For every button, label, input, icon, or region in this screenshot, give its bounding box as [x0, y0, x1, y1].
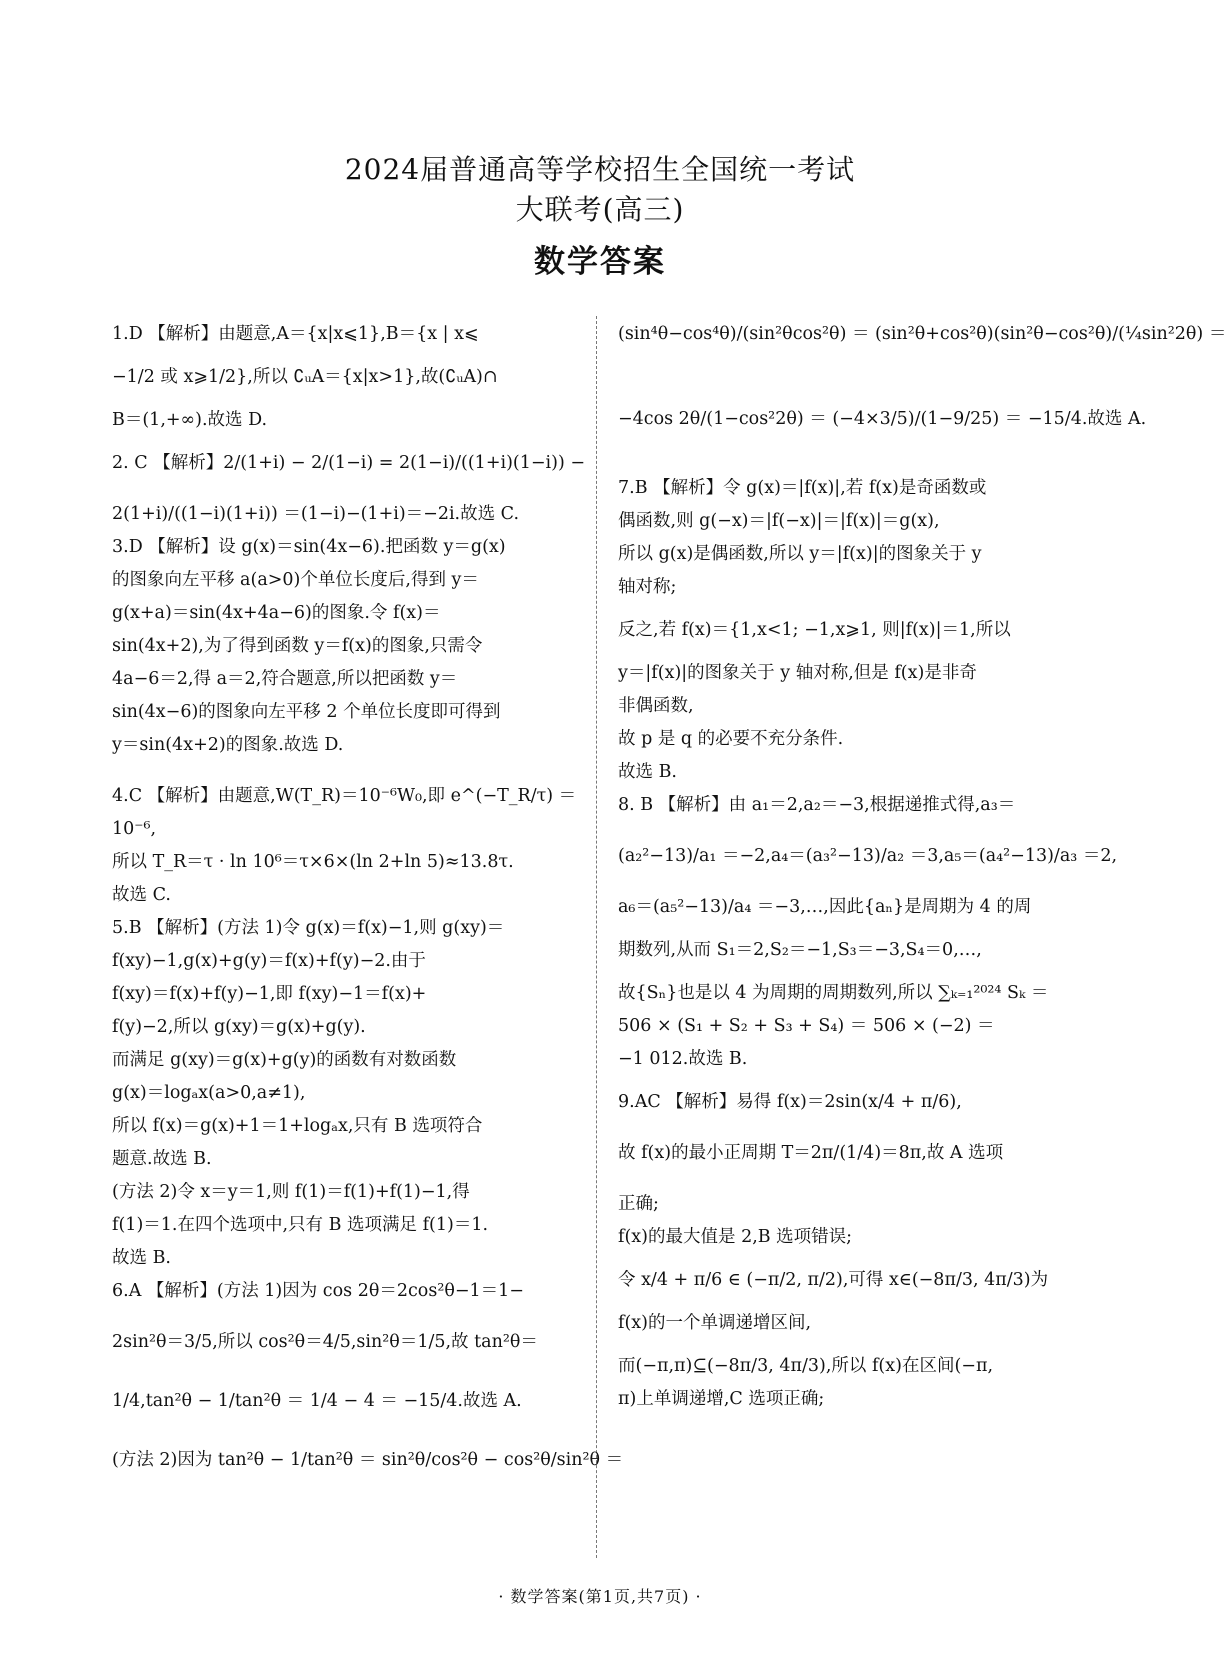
q6-line: 2sin²θ＝3/5,所以 cos²θ＝4/5,sin²θ＝1/5,故 tan²θ＝: [112, 1332, 538, 1352]
q8-line: −1 012.故选 B.: [618, 1049, 748, 1069]
q6-line: (方法 2)因为 tan²θ − 1/tan²θ ＝ sin²θ/cos²θ − cos²θ/sin²θ ＝: [112, 1450, 624, 1470]
q3-line: sin(4x+2),为了得到函数 y＝f(x)的图象,只需令: [112, 636, 483, 656]
q5-line: 题意.故选 B.: [112, 1149, 212, 1169]
q5-line: g(x)＝logₐx(a>0,a≠1),: [112, 1083, 306, 1103]
q3-line: g(x+a)＝sin(4x+4a−6)的图象.令 f(x)＝: [112, 603, 441, 623]
q2-line: 2(1+i)/((1−i)(1+i)) ＝(1−i)−(1+i)＝−2i.故选 C.: [112, 504, 520, 524]
q4-line: 故选 C.: [112, 885, 171, 905]
subject-title: 数学答案: [534, 244, 666, 280]
q9-line: 正确;: [618, 1194, 659, 1214]
q7-line: 所以 g(x)是偶函数,所以 y＝|f(x)|的图象关于 y: [618, 544, 982, 564]
q5-line: f(xy)＝f(x)+f(y)−1,即 f(xy)−1＝f(x)+: [112, 984, 427, 1004]
q9-line: 而(−π,π)⊆(−8π/3, 4π/3),所以 f(x)在区间(−π,: [618, 1356, 994, 1376]
left-column: [112, 318, 624, 1477]
column-divider: [596, 316, 597, 1558]
q9-line: 9.AC 【解析】易得 f(x)＝2sin(x/4 + π/6),: [618, 1092, 962, 1112]
q9-line: f(x)的最大值是 2,B 选项错误;: [618, 1227, 853, 1247]
q4-line: 所以 T_R＝τ · ln 10⁶＝τ×6×(ln 2+ln 5)≈13.8τ.: [112, 852, 514, 872]
page-footer: · 数学答案(第1页,共7页) ·: [498, 1587, 702, 1606]
q5-line: 而满足 g(xy)＝g(x)+g(y)的函数有对数函数: [112, 1050, 457, 1070]
q5-line: f(y)−2,所以 g(xy)＝g(x)+g(y).: [112, 1017, 366, 1037]
q1-line: B＝(1,+∞).故选 D.: [112, 410, 268, 430]
q7-line: 7.B 【解析】令 g(x)＝|f(x)|,若 f(x)是奇函数或: [618, 478, 987, 498]
q3-line: 3.D 【解析】设 g(x)＝sin(4x−6).把函数 y＝g(x): [112, 537, 506, 557]
q9-line: 故 f(x)的最小正周期 T＝2π/(1/4)＝8π,故 A 选项: [618, 1143, 1004, 1163]
q5-line: (方法 2)令 x＝y＝1,则 f(1)＝f(1)+f(1)−1,得: [112, 1182, 470, 1202]
q3-line: y＝sin(4x+2)的图象.故选 D.: [112, 735, 344, 755]
q5-line: 5.B 【解析】(方法 1)令 g(x)＝f(x)−1,则 g(xy)＝: [112, 918, 505, 938]
q5-line: f(1)＝1.在四个选项中,只有 B 选项满足 f(1)＝1.: [112, 1215, 489, 1235]
q1-line: 1.D 【解析】由题意,A＝{x|x⩽1},B＝{x | x⩽: [112, 324, 479, 344]
q7-line: 反之,若 f(x)＝{1,x<1; −1,x⩾1, 则|f(x)|＝1,所以: [618, 620, 1011, 640]
q5-line: f(xy)−1,g(x)+g(y)＝f(x)+f(y)−2.由于: [112, 951, 426, 971]
exam-title: 2024届普通高等学校招生全国统一考试: [344, 153, 856, 186]
q5-line: 故选 B.: [112, 1248, 171, 1268]
q3-line: 4a−6＝2,得 a＝2,符合题意,所以把函数 y＝: [112, 669, 458, 689]
q5-line: 所以 f(x)＝g(x)+1＝1+logₐx,只有 B 选项符合: [112, 1116, 483, 1136]
q1-line: −1/2 或 x⩾1/2},所以 ∁ᵤA＝{x|x>1},故(∁ᵤA)∩: [112, 367, 498, 387]
q8-line: 期数列,从而 S₁＝2,S₂＝−1,S₃＝−3,S₄＝0,…,: [618, 940, 982, 960]
q8-line: 506 × (S₁ + S₂ + S₃ + S₄) ＝ 506 × (−2) ＝: [618, 1016, 995, 1036]
q7-line: 故选 B.: [618, 762, 677, 782]
q6-line: −4cos 2θ/(1−cos²2θ) ＝ (−4×3/5)/(1−9/25) ＝ −15/4.故选 A.: [618, 409, 1147, 429]
q9-line: 令 x/4 + π/6 ∈ (−π/2, π/2),可得 x∈(−8π/3, 4π/3)为: [618, 1270, 1049, 1290]
q6-line: 1/4,tan²θ − 1/tan²θ ＝ 1/4 − 4 ＝ −15/4.故选 A.: [112, 1391, 522, 1411]
q7-line: 非偶函数,: [618, 696, 694, 716]
document-header: [0, 150, 1200, 288]
q8-line: 故{Sₙ}也是以 4 为周期的周期数列,所以 ∑ₖ₌₁²⁰²⁴ Sₖ ＝: [618, 983, 1049, 1003]
q8-line: 8. B 【解析】由 a₁＝2,a₂＝−3,根据递推式得,a₃＝: [618, 795, 1016, 815]
exam-subtitle: 大联考(高三): [515, 193, 685, 226]
q6-line: (sin⁴θ−cos⁴θ)/(sin²θcos²θ) ＝ (sin²θ+cos²θ)(sin²θ−cos²θ)/(¼sin²2θ) ＝: [618, 324, 1226, 344]
q3-line: sin(4x−6)的图象向左平移 2 个单位长度即可得到: [112, 702, 501, 722]
q7-line: y＝|f(x)|的图象关于 y 轴对称,但是 f(x)是非奇: [618, 663, 977, 683]
q9-line: π)上单调递增,C 选项正确;: [618, 1389, 825, 1409]
right-column: [618, 318, 1226, 1416]
q6-line: 6.A 【解析】(方法 1)因为 cos 2θ＝2cos²θ−1＝1−: [112, 1281, 524, 1301]
q4-line: 4.C 【解析】由题意,W(T_R)＝10⁻⁶W₀,即 e^(−T_R/τ) ＝: [112, 786, 577, 806]
q8-line: a₆＝(a₅²−13)/a₄ ＝−3,…,因此{aₙ}是周期为 4 的周: [618, 897, 1032, 917]
q9-line: f(x)的一个单调递增区间,: [618, 1313, 812, 1333]
q2-line: 2. C 【解析】2/(1+i) − 2/(1−i) = 2(1−i)/((1+i)(1−i)) −: [112, 453, 586, 473]
q3-line: 的图象向左平移 a(a>0)个单位长度后,得到 y＝: [112, 570, 479, 590]
q4-line: 10⁻⁶,: [112, 819, 157, 839]
q7-line: 轴对称;: [618, 577, 677, 597]
q7-line: 偶函数,则 g(−x)＝|f(−x)|＝|f(x)|＝g(x),: [618, 511, 940, 531]
q8-line: (a₂²−13)/a₁ ＝−2,a₄＝(a₃²−13)/a₂ ＝3,a₅＝(a₄²−13)/a₃ ＝2,: [618, 846, 1118, 866]
q7-line: 故 p 是 q 的必要不充分条件.: [618, 729, 844, 749]
